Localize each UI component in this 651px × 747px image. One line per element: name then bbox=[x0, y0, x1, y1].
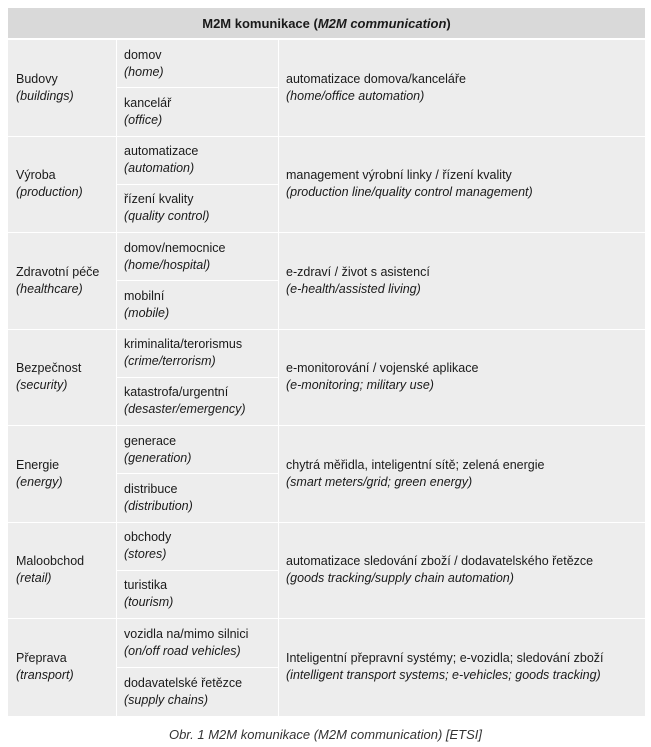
sector-name-cz: Budovy bbox=[16, 71, 58, 86]
sector-cell bbox=[8, 523, 116, 619]
application-cz: Inteligentní přepravní systémy; e-vozidla; sledování zboží bbox=[286, 651, 604, 666]
subcategory-cz: katastrofa/urgentní bbox=[124, 385, 229, 400]
subcategory-cell bbox=[116, 523, 279, 619]
subcategory-en: (home) bbox=[124, 64, 164, 79]
subcategory-item bbox=[117, 523, 278, 570]
application-cell bbox=[279, 330, 645, 426]
table-body bbox=[8, 40, 645, 716]
subcategory-en: (on/off road vehicles) bbox=[124, 643, 241, 658]
sector-name-en: (production) bbox=[16, 185, 83, 200]
sector-name-en: (buildings) bbox=[16, 88, 74, 103]
sector-name-cz: Přeprava bbox=[16, 651, 67, 666]
table-row bbox=[8, 426, 645, 523]
subcategory-cell bbox=[116, 619, 279, 716]
subcategory-item bbox=[117, 280, 278, 328]
subcategory-item bbox=[117, 184, 278, 232]
application-cz: automatizace sledování zboží / dodavatelského řetězce bbox=[286, 554, 594, 569]
subcategory-item bbox=[117, 330, 278, 377]
subcategory-cell bbox=[116, 426, 279, 522]
application-cz: management výrobní linky / řízení kvality bbox=[286, 168, 512, 183]
subcategory-cell bbox=[116, 330, 279, 426]
table-row bbox=[8, 233, 645, 330]
subcategory-cz: vozidla na/mimo silnici bbox=[124, 626, 249, 641]
application-en: (goods tracking/supply chain automation) bbox=[286, 571, 514, 586]
subcategory-item bbox=[117, 426, 278, 473]
subcategory-cz: domov/nemocnice bbox=[124, 240, 226, 255]
subcategory-item bbox=[117, 233, 278, 280]
figure-caption: Obr. 1 M2M komunikace (M2M communication) [ETSI] bbox=[168, 727, 483, 742]
table-row bbox=[8, 40, 645, 137]
table-row bbox=[8, 619, 645, 716]
subcategory-item bbox=[117, 40, 278, 87]
application-en: (smart meters/grid; green energy) bbox=[286, 474, 473, 489]
sector-cell bbox=[8, 137, 116, 233]
application-en: (intelligent transport systems; e-vehicles; goods tracking) bbox=[286, 668, 601, 683]
subcategory-en: (quality control) bbox=[124, 209, 210, 224]
application-cell bbox=[279, 137, 645, 233]
subcategory-item bbox=[117, 473, 278, 521]
application-cz: chytrá měřidla, inteligentní sítě; zelená energie bbox=[286, 457, 545, 472]
sector-name-en: (retail) bbox=[16, 571, 52, 586]
application-en: (e-health/assisted living) bbox=[286, 281, 421, 296]
sector-cell bbox=[8, 233, 116, 329]
header-title-cz: M2M komunikace ( bbox=[202, 15, 318, 31]
application-en: (home/office automation) bbox=[286, 88, 425, 103]
sector-name-cz: Zdravotní péče bbox=[16, 264, 100, 279]
application-cell bbox=[279, 233, 645, 329]
application-cz: e-zdraví / život s asistencí bbox=[286, 264, 430, 279]
sector-name-en: (security) bbox=[16, 378, 68, 393]
application-cz: e-monitorování / vojenské aplikace bbox=[286, 361, 479, 376]
subcategory-en: (tourism) bbox=[124, 595, 174, 610]
subcategory-item bbox=[117, 570, 278, 618]
application-cz: automatizace domova/kanceláře bbox=[286, 71, 466, 86]
sector-cell bbox=[8, 426, 116, 522]
header-title-close: ) bbox=[446, 15, 451, 31]
sector-cell bbox=[8, 619, 116, 716]
table-row bbox=[8, 523, 645, 620]
subcategory-cz: dodavatelské řetězce bbox=[124, 675, 243, 690]
m2m-table bbox=[8, 8, 645, 716]
subcategory-cz: obchody bbox=[124, 530, 172, 545]
subcategory-cell bbox=[116, 40, 279, 136]
subcategory-cell bbox=[116, 233, 279, 329]
application-cell bbox=[279, 619, 645, 716]
sector-name-cz: Výroba bbox=[16, 168, 56, 183]
subcategory-en: (home/hospital) bbox=[124, 257, 211, 272]
subcategory-item bbox=[117, 137, 278, 184]
subcategory-item bbox=[117, 377, 278, 425]
subcategory-item bbox=[117, 619, 278, 667]
application-cell bbox=[279, 40, 645, 136]
sector-cell bbox=[8, 330, 116, 426]
subcategory-en: (generation) bbox=[124, 450, 192, 465]
subcategory-cz: distribuce bbox=[124, 481, 178, 496]
sector-name-en: (healthcare) bbox=[16, 281, 83, 296]
subcategory-cz: domov bbox=[124, 47, 162, 62]
subcategory-cz: automatizace bbox=[124, 144, 199, 159]
sector-name-cz: Bezpečnost bbox=[16, 361, 82, 376]
subcategory-cz: kancelář bbox=[124, 95, 172, 110]
subcategory-en: (mobile) bbox=[124, 305, 170, 320]
subcategory-item bbox=[117, 87, 278, 135]
subcategory-item bbox=[117, 667, 278, 716]
subcategory-cz: řízení kvality bbox=[124, 192, 194, 207]
header-title-en: M2M communication bbox=[317, 15, 447, 31]
subcategory-en: (crime/terrorism) bbox=[124, 354, 216, 369]
subcategory-en: (distribution) bbox=[124, 498, 193, 513]
subcategory-cz: mobilní bbox=[124, 288, 165, 303]
application-cell bbox=[279, 426, 645, 522]
subcategory-en: (supply chains) bbox=[124, 692, 209, 707]
sector-name-en: (energy) bbox=[16, 474, 63, 489]
application-en: (e-monitoring; military use) bbox=[286, 378, 434, 393]
subcategory-en: (office) bbox=[124, 112, 163, 127]
table-row bbox=[8, 137, 645, 234]
subcategory-cz: turistika bbox=[124, 578, 168, 593]
subcategory-en: (automation) bbox=[124, 161, 195, 176]
sector-cell bbox=[8, 40, 116, 136]
subcategory-cz: generace bbox=[124, 433, 177, 448]
sector-name-cz: Maloobchod bbox=[16, 554, 85, 569]
sector-name-cz: Energie bbox=[16, 457, 60, 472]
application-cell bbox=[279, 523, 645, 619]
subcategory-cz: kriminalita/terorismus bbox=[124, 337, 243, 352]
table-row bbox=[8, 330, 645, 427]
subcategory-en: (desaster/emergency) bbox=[124, 402, 246, 417]
subcategory-en: (stores) bbox=[124, 547, 167, 562]
sector-name-en: (transport) bbox=[16, 668, 74, 683]
application-en: (production line/quality control management) bbox=[286, 185, 533, 200]
subcategory-cell bbox=[116, 137, 279, 233]
table-header bbox=[8, 8, 645, 40]
